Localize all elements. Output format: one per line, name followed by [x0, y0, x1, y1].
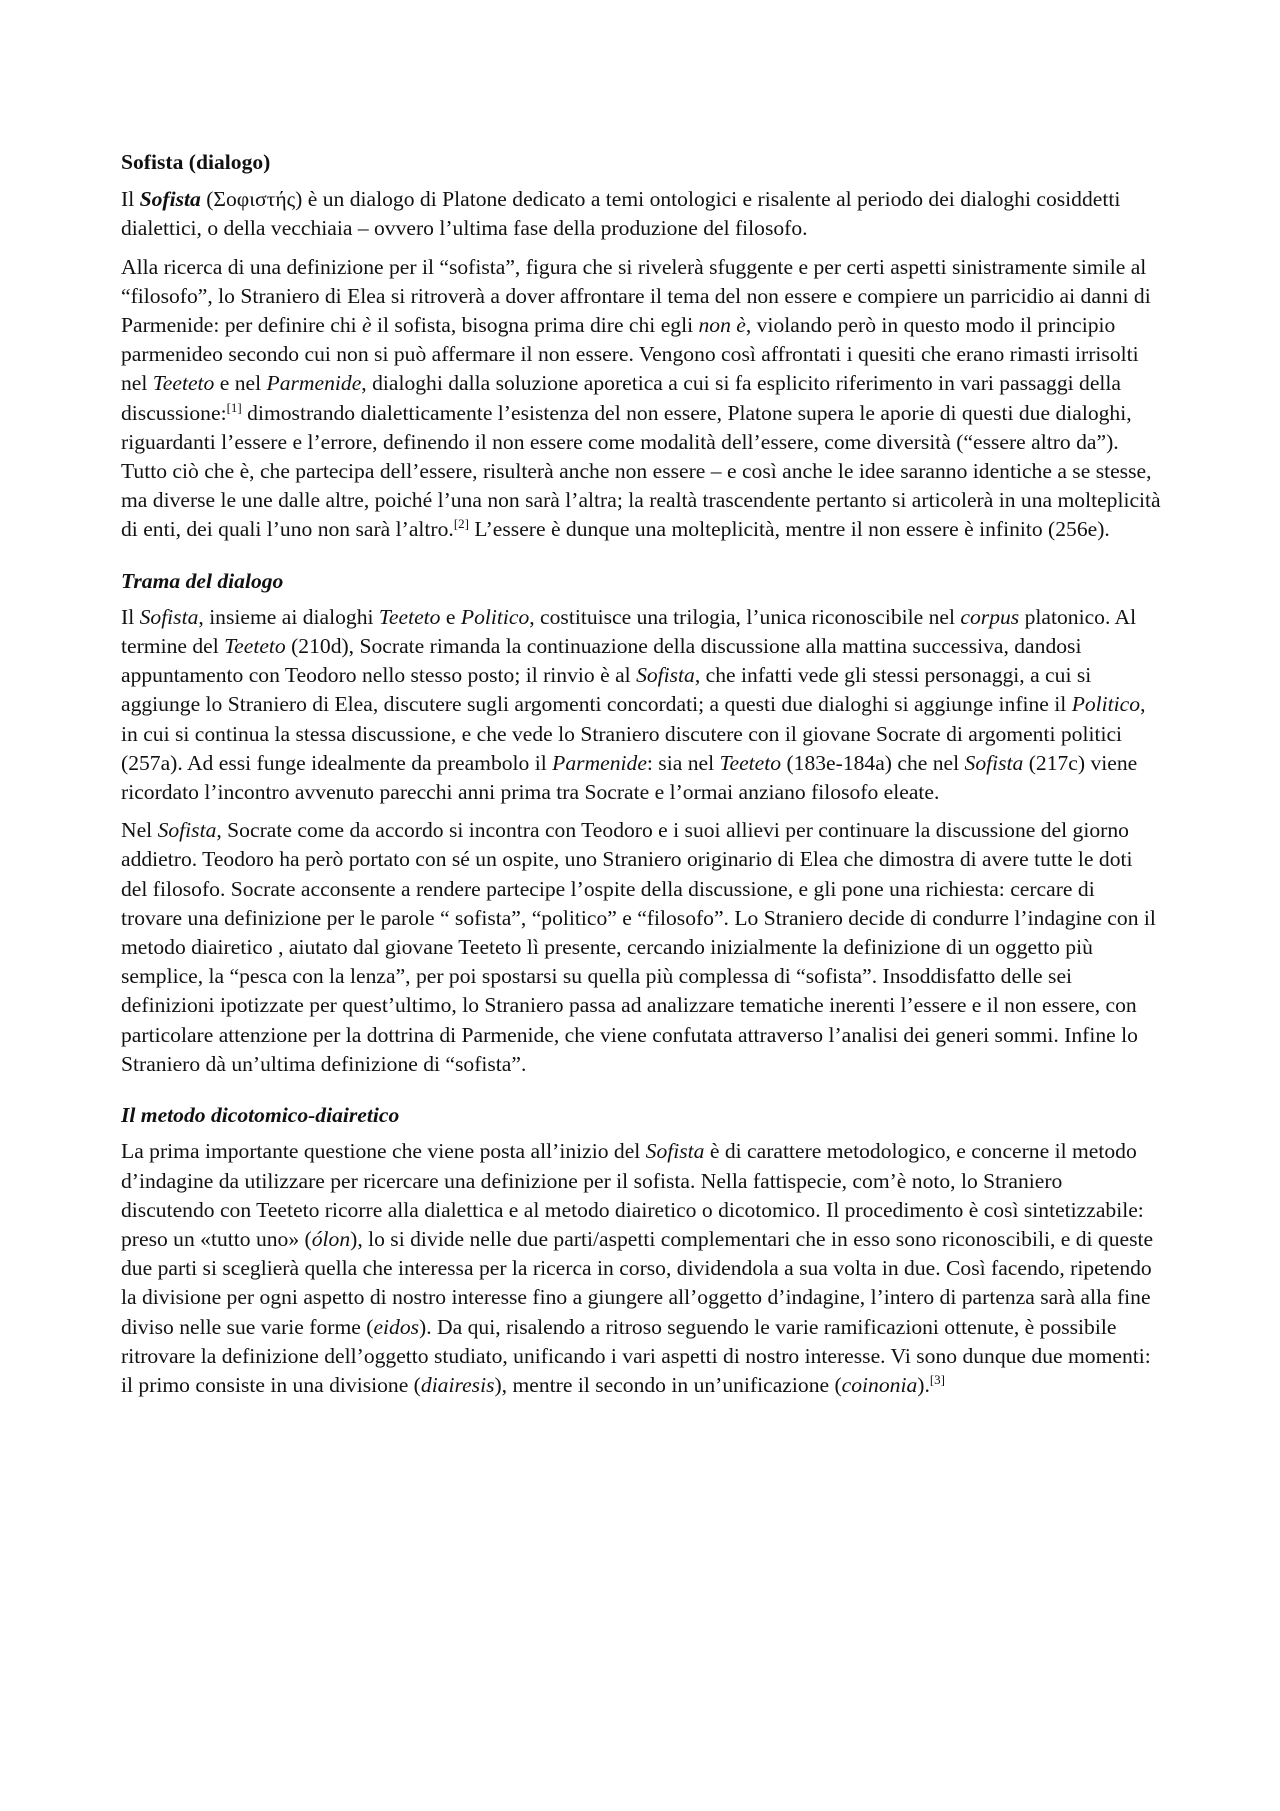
document-page — [121, 148, 1161, 1409]
text-run: , violando però in questo modo il principio parmenideo secondo cui non si può affermare il non essere. Vengono così affrontati i quesiti che erano rimasti irrisolti nel — [121, 313, 1139, 396]
emphasis-run: Sofista — [139, 187, 201, 212]
trama-paragraph-2 — [121, 816, 1161, 1079]
text-run: , costituisce una trilogia, l’unica riconoscibile nel — [529, 604, 961, 629]
section-heading-metodo: Il metodo dicotomico-diairetico — [121, 1103, 400, 1128]
text-run: Alla ricerca di una definizione per il “sofista”, figura che si rivelerà sfuggente e per certi aspetti sinistramente simile al “filosofo”, lo Straniero di Elea si ritroverà a dover affrontare il tema del non essere e compiere un parricidio ai danni di Parmenide: per definire chi — [121, 254, 1151, 338]
text-run: , in cui si continua la stessa discussione, e che vede lo Straniero discutere con il giovane Socrate di argomenti politici (257a). Ad essi funge idealmente da preambolo il — [121, 692, 1146, 775]
emphasis-run: Politico — [460, 604, 530, 629]
emphasis-run: Sofista — [645, 1139, 705, 1164]
emphasis-run: Sofista — [139, 604, 199, 629]
text-run: ), lo si divide nelle due parti/aspetti complementari che in esso sono riconoscibili, e di queste due parti si sceglierà quella che interessa per la ricerca in corso, dividendola a sua volta in due. Così facendo, ripetendo la divisione per ogni aspetto di nostro interesse fino a giungere all’oggetto d’indagine, l’intero di partenza sarà alla fine diviso nelle sue varie forme ( — [121, 1226, 1154, 1339]
text-run: L’essere è dunque una molteplicità, mentre il non essere è infinito (256e). — [469, 517, 1110, 542]
emphasis-run: Parmenide — [266, 371, 362, 396]
text-run: (217c) viene ricordato l’incontro avvenuto parecchi anni prima tra Socrate e l’ormai anziano filosofo eleate. — [121, 750, 1138, 805]
emphasis-run: diairesis — [420, 1372, 495, 1397]
emphasis-run: ólon — [311, 1226, 351, 1251]
footnote-ref-3[interactable]: [3] — [929, 1371, 946, 1387]
emphasis-run: coinonia — [841, 1372, 918, 1397]
text-run: è di carattere metodologico, e concerne il metodo d’indagine da utilizzare per ricercare una definizione per il sofista. Nella fattispecie, com’è noto, lo Straniero discutendo con Teeteto ricorre alla dialettica e al metodo diairetico o dicotomico. Il procedimento è così sintetizzabile: preso un «tutto uno» ( — [121, 1139, 1144, 1251]
text-run: , insieme ai dialoghi — [198, 604, 379, 629]
emphasis-run: Teeteto — [152, 371, 215, 396]
text-run: La prima importante questione che viene posta all’inizio del — [121, 1139, 646, 1164]
text-run: ), mentre il secondo in un’unificazione ( — [494, 1372, 842, 1397]
text-run: ). Da qui, risalendo a ritroso seguendo le varie ramificazioni ottenute, è possibile ritrovare la definizione dell’oggetto studiato, unificando i vari aspetti di nostro interesse. Vi sono dunque due momenti: il primo consiste in una divisione ( — [121, 1314, 1151, 1397]
emphasis-run: Teeteto — [378, 604, 441, 629]
emphasis-run: eidos — [373, 1314, 420, 1339]
text-run: (Σοφιστής) è un dialogo di Platone dedicato a temi ontologici e risalente al periodo dei dialoghi cosiddetti dialettici, o della vecchiaia – ovvero l’ultima fase della produzione del filosofo. — [121, 187, 1121, 241]
emphasis-run: Sofista — [964, 750, 1024, 775]
text-run: ). — [917, 1372, 930, 1397]
emphasis-run: Teeteto — [224, 634, 286, 659]
text-run: dimostrando dialetticamente l’esistenza del non essere, Platone supera le aporie di questi due dialoghi, riguardanti l’essere e l’errore, definendo il non essere come modalità dell’essere, come diversità (“essere altro da”). Tutto ciò che è, che partecipa dell’essere, risulterà anche non essere – e così anche le idee saranno identiche a se stesse, ma diverse le une dalle altre, poiché l’una non sarà l’altra; la realtà trascendente pertanto si articolerà in una molteplicità di enti, dei quali l’uno non sarà l’altro. — [121, 400, 1161, 542]
text-run: (210d), Socrate rimanda la continuazione della discussione alla mattina successiva, dandosi appuntamento con Teodoro nello stesso posto; il rinvio è al — [121, 634, 1082, 688]
text-run: : sia nel — [646, 750, 720, 775]
text-run: platonico. Al termine del — [121, 604, 1137, 659]
document-title: Sofista (dialogo) — [121, 150, 271, 174]
text-run: e — [440, 604, 461, 629]
section-heading-trama: Trama del dialogo — [121, 568, 284, 593]
definition-paragraph — [121, 253, 1161, 545]
text-run: , che infatti vede gli stessi personaggi, a cui si aggiunge lo Straniero di Elea, discutere sugli argomenti concordati; a questi due dialoghi si aggiunge infine il — [121, 663, 1092, 717]
intro-paragraph — [121, 185, 1161, 243]
emphasis-run: corpus — [960, 604, 1020, 629]
text-run: Il — [121, 187, 140, 212]
trama-paragraph-1 — [121, 603, 1161, 807]
text-run: , Socrate come da accordo si incontra con Teodoro e i suoi allievi per continuare la discussione del giorno addietro. Teodoro ha però portato con sé un ospite, uno Straniero originario di Elea che dimostra di avere tutte le doti del filosofo. Socrate acconsente a rendere partecipe l’ospite della discussione, e gli pone una richiesta: cercare di trovare una definizione per le parole “ sofista”, “politico” e “filosofo”. Lo Straniero decide di condurre l’indagine con il metodo diairetico , aiutato dal giovane Teeteto lì presente, cercando inizialmente la definizione di un oggetto più semplice, la “pesca con la lenza”, per poi spostarsi su quella più complessa di “sofista”. Insoddisfatto delle sei definizioni ipotizzate per quest’ultimo, lo Straniero passa ad analizzare tematiche inerenti l’essere e il non essere, con particolare attenzione per la dottrina di Parmenide, che viene confutata attraverso l’analisi dei generi sommi. Infine lo Straniero dà un’ultima definizione di “sofista”. — [121, 818, 1156, 1076]
metodo-paragraph — [121, 1137, 1161, 1400]
text-run: il sofista, bisogna prima dire chi egli — [371, 313, 699, 338]
text-run: Il — [121, 604, 140, 629]
text-run: , dialoghi dalla soluzione aporetica a cui si fa esplicito riferimento in vari passaggi della discussione: — [121, 371, 1122, 425]
emphasis-run: Sofista — [157, 818, 217, 843]
emphasis-run: è — [362, 313, 372, 338]
emphasis-run: non è — [698, 313, 746, 338]
emphasis-run: Politico — [1071, 692, 1141, 717]
text-run: Nel — [121, 818, 158, 843]
emphasis-run: Parmenide — [552, 750, 647, 775]
emphasis-run: Teeteto — [719, 750, 782, 775]
text-run: e nel — [214, 371, 267, 396]
footnote-ref-1[interactable]: [1] — [226, 399, 242, 415]
text-run: (183e-184a) che nel — [781, 750, 965, 775]
footnote-ref-2[interactable]: [2] — [453, 516, 469, 532]
emphasis-run: Sofista — [636, 663, 695, 688]
